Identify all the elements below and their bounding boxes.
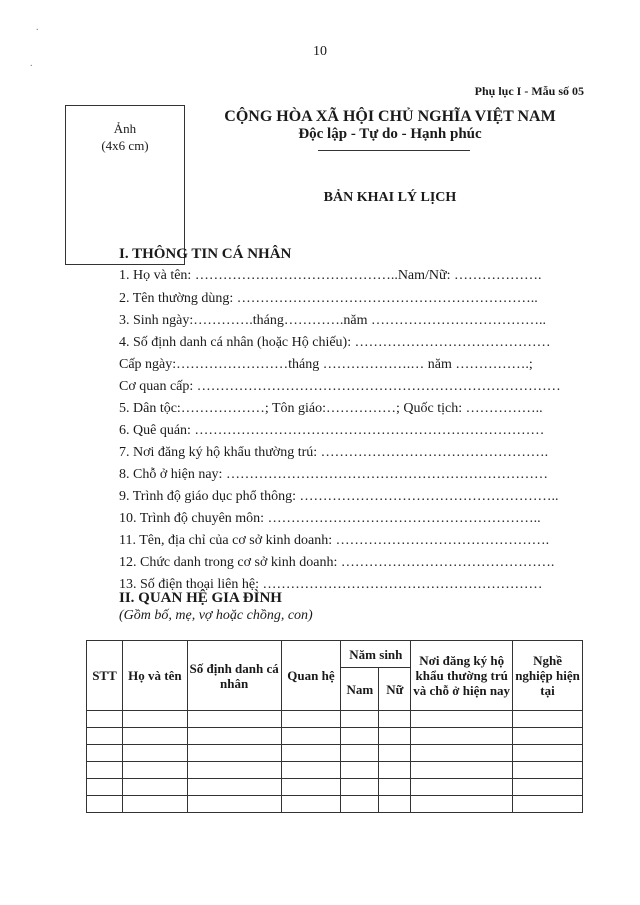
table-row	[87, 762, 583, 779]
photo-label: Ảnh	[113, 121, 137, 136]
field-ethnicity-religion-nationality[interactable]: 5. Dân tộc:………………; Tôn giáo:……………; Quốc tịch: ……………..	[119, 401, 543, 416]
field-current-address[interactable]: 8. Chỗ ở hiện nay: ……………………………………………………………	[119, 467, 548, 482]
field-business-name-address[interactable]: 11. Tên, địa chỉ của cơ sở kinh doanh: ……………………………………….	[119, 533, 550, 548]
field-permanent-residence[interactable]: 7. Nơi đăng ký hộ khẩu thường trú: ………………………………………….	[119, 445, 549, 460]
table-row	[87, 779, 583, 796]
photo-placeholder	[65, 105, 185, 265]
field-hometown[interactable]: 6. Quê quán: …………………………………………………………………	[119, 423, 545, 438]
field-issuing-authority[interactable]: Cơ quan cấp: ……………………………………………………………………	[119, 379, 561, 394]
field-business-position[interactable]: 12. Chức danh trong cơ sở kinh doanh: ……………………………………….	[119, 555, 555, 570]
col-header-female: Nữ	[379, 668, 411, 711]
field-full-name[interactable]: 1. Họ và tên: ……………………………………..Nam/Nữ: ……………….	[119, 268, 542, 283]
scan-speck: .	[30, 58, 33, 69]
appendix-label: Phụ lục I - Mẫu số 05	[474, 84, 584, 98]
section-family-note: (Gồm bố, mẹ, vợ hoặc chồng, con)	[119, 608, 313, 623]
field-common-name[interactable]: 2. Tên thường dùng: ………………………………………………………..	[119, 291, 538, 306]
motto-underline	[318, 150, 470, 151]
table-row	[87, 728, 583, 745]
col-header-relationship: Quan hệ	[281, 641, 341, 711]
field-education-level[interactable]: 9. Trình độ giáo dục phổ thông: ………………………………………………..	[119, 489, 559, 504]
national-title: CỘNG HÒA XÃ HỘI CHỦ NGHĨA VIỆT NAM	[224, 108, 556, 125]
col-header-occupation: Nghề nghiệp hiện tại	[513, 641, 583, 711]
table-row	[87, 796, 583, 813]
section-family-title: II. QUAN HỆ GIA ĐÌNH	[119, 590, 282, 606]
col-header-stt: STT	[87, 641, 123, 711]
national-motto: Độc lập - Tự do - Hạnh phúc	[298, 126, 482, 142]
col-header-residence: Nơi đăng ký hộ khẩu thường trú và chỗ ở hiện nay	[411, 641, 513, 711]
page-number: 10	[313, 44, 327, 59]
photo-size-label: (4x6 cm)	[101, 138, 149, 153]
document-title: BẢN KHAI LÝ LỊCH	[323, 190, 457, 205]
field-phone-number[interactable]: 13. Số điện thoại liên hệ: ……………………………………………………	[119, 577, 543, 592]
col-header-birth-year: Năm sinh	[341, 641, 411, 668]
family-relations-table	[86, 640, 583, 813]
col-header-male: Nam	[341, 668, 379, 711]
table-row	[87, 745, 583, 762]
field-personal-id[interactable]: 4. Số định danh cá nhân (hoặc Hộ chiếu): ……………………………………	[119, 335, 551, 350]
scan-speck: .	[36, 22, 39, 33]
col-header-personal-id: Số định danh cá nhân	[187, 641, 281, 711]
section-personal-info-title: I. THÔNG TIN CÁ NHÂN	[119, 246, 292, 262]
field-date-of-birth[interactable]: 3. Sinh ngày:………….tháng………….năm ………………………………..	[119, 313, 546, 328]
col-header-full-name: Họ và tên	[122, 641, 187, 711]
field-issue-date[interactable]: Cấp ngày:……………………tháng ……………….… năm …………….;	[119, 357, 533, 372]
table-row	[87, 711, 583, 728]
field-professional-qualification[interactable]: 10. Trình độ chuyên môn: …………………………………………………..	[119, 511, 541, 526]
